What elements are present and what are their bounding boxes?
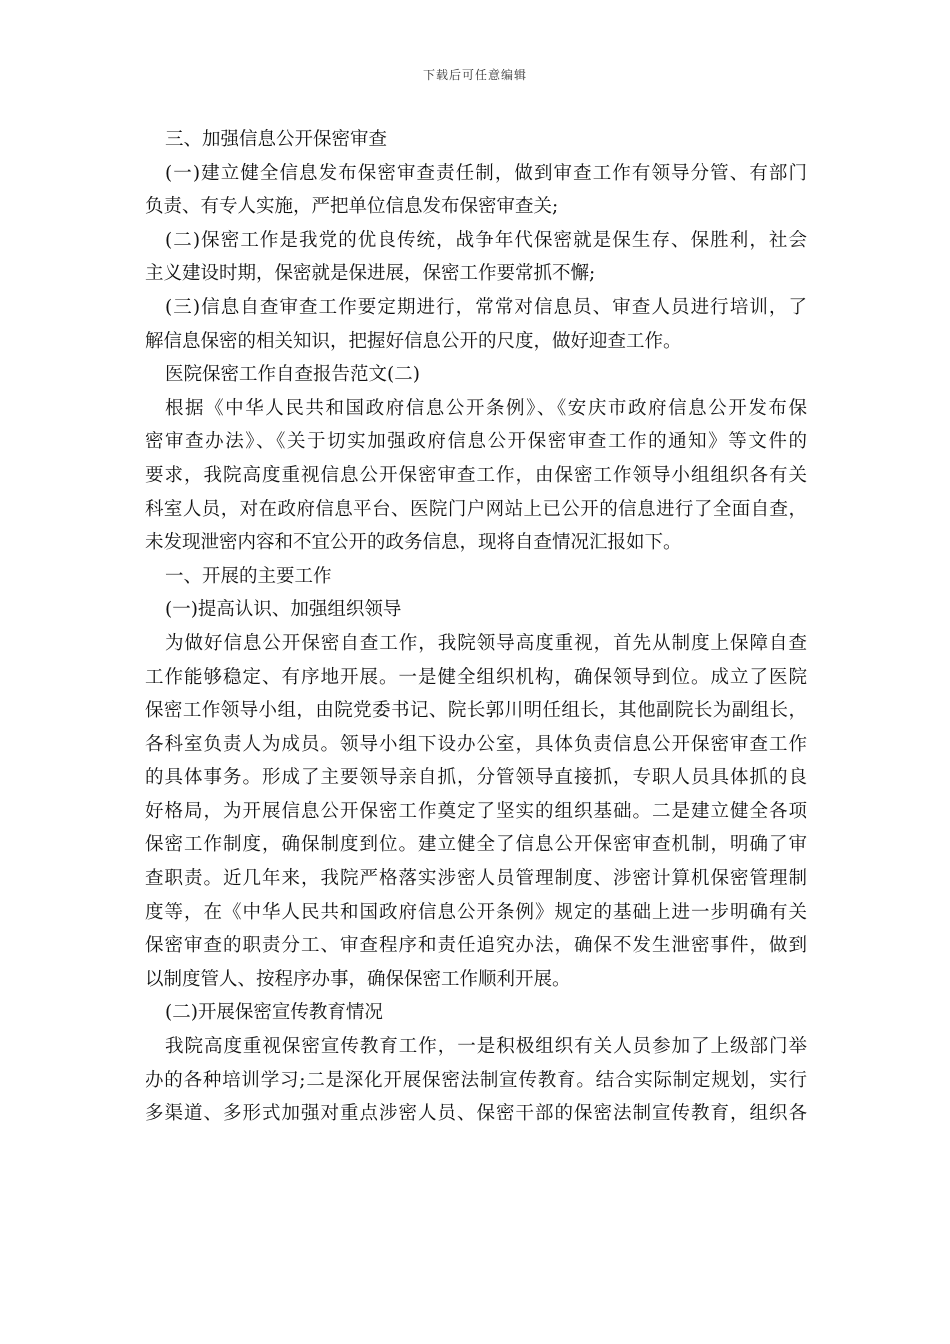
- text-line: (一)建立健全信息发布保密审查责任制，做到审查工作有领导分管、有部门: [165, 162, 807, 184]
- text-line: 保密工作制度，确保制度到位。建立健全了信息公开保密审查机制，明确了审: [145, 834, 807, 856]
- text-line: 保密工作领导小组，由院党委书记、院长郭川明任组长，其他副院长为副组长，: [145, 700, 807, 722]
- header-note: 下载后可任意编辑: [422, 68, 527, 82]
- text-line: 科室人员，对在政府信息平台、医院门户网站上已公开的信息进行了全面自查，: [145, 498, 807, 520]
- text-line: 查职责。近几年来，我院严格落实涉密人员管理制度、涉密计算机保密管理制: [145, 868, 807, 890]
- text-line: 工作能够稳定、有序地开展。一是健全组织机构，确保领导到位。成立了医院: [145, 666, 807, 688]
- text-line: (三)信息自查审查工作要定期进行，常常对信息员、审查人员进行培训，了: [165, 296, 807, 318]
- text-line: 未发现泄密内容和不宜公开的政务信息，现将自查情况汇报如下。: [145, 532, 682, 554]
- document-body: [145, 124, 807, 1132]
- text-line: 主义建设时期，保密就是保进展，保密工作要常抓不懈;: [145, 263, 596, 285]
- subsection-heading: (二)开展保密宣传教育情况: [165, 1002, 383, 1024]
- section-title: 医院保密工作自查报告范文(二): [165, 364, 420, 386]
- text-line: (二)保密工作是我党的优良传统，战争年代保密就是保生存、保胜利，社会: [165, 229, 807, 251]
- text-line: 负责、有专人实施，严把单位信息发布保密审查关;: [145, 196, 559, 218]
- text-line: 为做好信息公开保密自查工作，我院领导高度重视，首先从制度上保障自查: [165, 632, 807, 654]
- text-line: 各科室负责人为成员。领导小组下设办公室，具体负责信息公开保密审查工作: [145, 733, 807, 755]
- subsection-heading: (一)提高认识、加强组织领导: [165, 599, 402, 621]
- text-line: 好格局，为开展信息公开保密工作奠定了坚实的组织基础。二是建立健全各项: [145, 800, 807, 822]
- text-line: 多渠道、多形式加强对重点涉密人员、保密干部的保密法制宣传教育，组织各: [145, 1103, 807, 1125]
- text-line: 的具体事务。形成了主要领导亲自抓，分管领导直接抓，专职人员具体抓的良: [145, 767, 807, 789]
- text-line: 保密审查的职责分工、审查程序和责任追究办法，确保不发生泄密事件，做到: [145, 935, 807, 957]
- text-line: 密审查办法》、《关于切实加强政府信息公开保密审查工作的通知》等文件的: [145, 431, 807, 453]
- text-line: 度等，在《中华人民共和国政府信息公开条例》规定的基础上进一步明确有关: [145, 901, 807, 923]
- text-line: 三、加强信息公开保密审查: [165, 129, 388, 150]
- text-line: 办的各种培训学习;二是深化开展保密法制宣传教育。结合实际制定规划，实行: [145, 1069, 807, 1091]
- text-line: 我院高度重视保密宣传教育工作，一是积极组织有关人员参加了上级部门举: [165, 1036, 807, 1058]
- text-line: 解信息保密的相关知识，把握好信息公开的尺度，做好迎查工作。: [145, 330, 682, 352]
- text-line: 以制度管人、按程序办事，确保保密工作顺利开展。: [145, 968, 571, 990]
- text-line: 根据《中华人民共和国政府信息公开条例》、《安庆市政府信息公开发布保: [165, 397, 807, 419]
- text-line: 要求，我院高度重视信息公开保密审查工作，由保密工作领导小组组织各有关: [145, 464, 807, 486]
- section-heading: 一、开展的主要工作: [165, 565, 332, 587]
